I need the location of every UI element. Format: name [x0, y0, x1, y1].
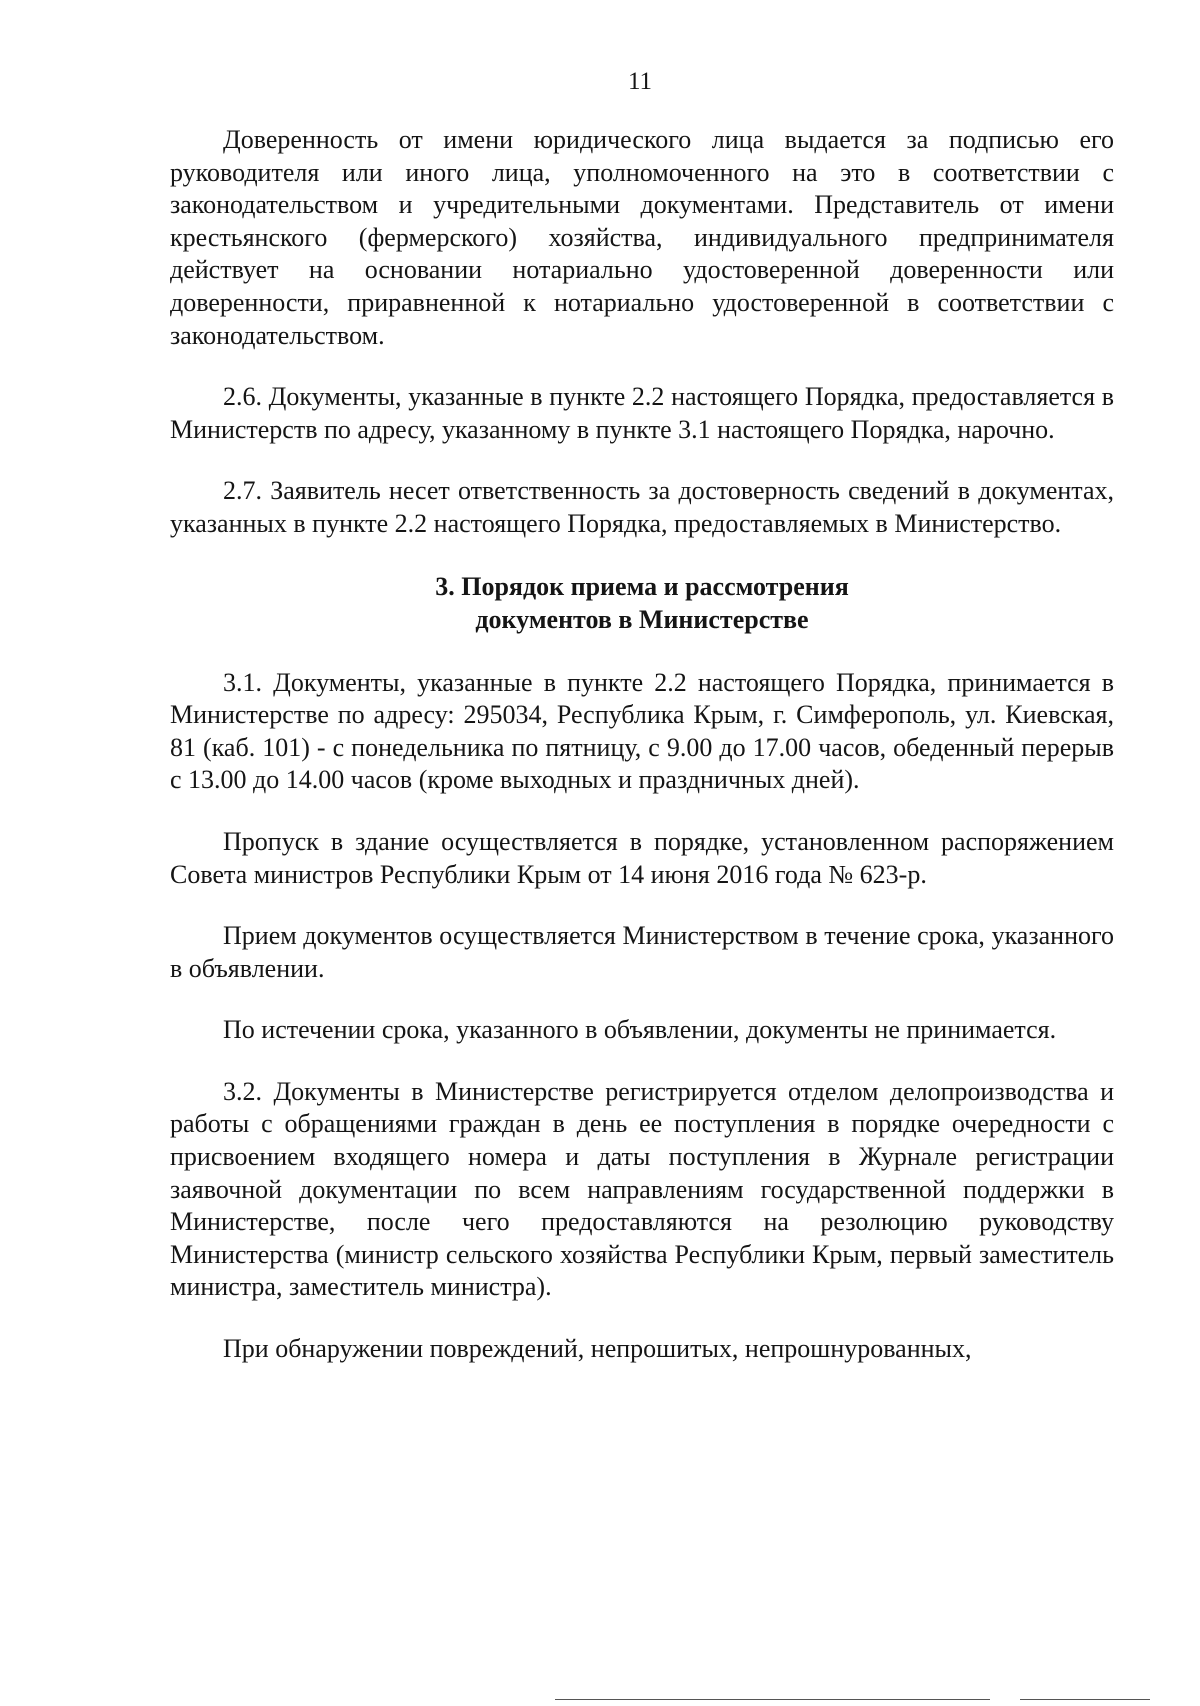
scan-artifact-line [1020, 1699, 1150, 1700]
scan-artifact-line [555, 1699, 990, 1700]
paragraph-power-of-attorney: Доверенность от имени юридического лица выдается за подписью его руководителя или иного лица, уполномоченного на это в соответствии с законодательством и учредительными документами. Представитель от имени крестьянского (фермерского) хозяйства, индивидуального предпринимателя действует на основании нотариально удостоверенной доверенности или доверенности, приравненной к нотариально удостоверенной в соответствии с законодательством. [170, 125, 1114, 350]
paragraph-3-1: 3.1. Документы, указанные в пункте 2.2 настоящего Порядка, принимается в Министерстве по адресу: 295034, Республика Крым, г. Симферополь, ул. Киевская, 81 (каб. 101) - с понедельника по пятницу, с 9.00 до 17.00 часов, обеденный перерыв с 13.00 до 14.00 часов (кроме выходных и праздничных дней). [170, 667, 1114, 795]
paragraph-deadline: По истечении срока, указанного в объявлении, документы не принимается. [223, 1015, 1057, 1045]
paragraph-damage-detection: При обнаружении повреждений, непрошитых, непрошнурованных, [223, 1334, 972, 1364]
paragraph-2-6: 2.6. Документы, указанные в пункте 2.2 настоящего Порядка, предоставляется в Министерств по адресу, указанному в пункте 3.1 настоящего Порядка, нарочно. [170, 382, 1114, 444]
document-body [170, 124, 1114, 1395]
section-heading-line-1: 3. Порядок приема и рассмотрения [435, 571, 849, 601]
section-heading [170, 570, 1114, 636]
page-number: 11 [627, 68, 653, 95]
paragraph-building-access: Пропуск в здание осуществляется в порядке, установленном распоряжением Совета министров Республики Крым от 14 июня 2016 года № 623-р. [170, 826, 1114, 889]
paragraph-2-7: 2.7. Заявитель несет ответственность за достоверность сведений в документах, указанных в пункте 2.2 настоящего Порядка, предоставляемых в Министерство. [170, 476, 1114, 538]
paragraph-document-acceptance: Прием документов осуществляется Министерством в течение срока, указанного в объявлении. [170, 921, 1114, 983]
section-heading-line-2: документов в Министерстве [475, 604, 809, 634]
paragraph-3-2: 3.2. Документы в Министерстве регистрируется отделом делопроизводства и работы с обращениями граждан в день ее поступления в порядке очередности с присвоением входящего номера и даты поступления в Журнале регистрации заявочной документации по всем направлениям государственной поддержки в Министерстве, после чего предоставляются на резолюцию руководству Министерства (министр сельского хозяйства Республики Крым, первый заместитель министра, заместитель министра). [170, 1076, 1114, 1302]
